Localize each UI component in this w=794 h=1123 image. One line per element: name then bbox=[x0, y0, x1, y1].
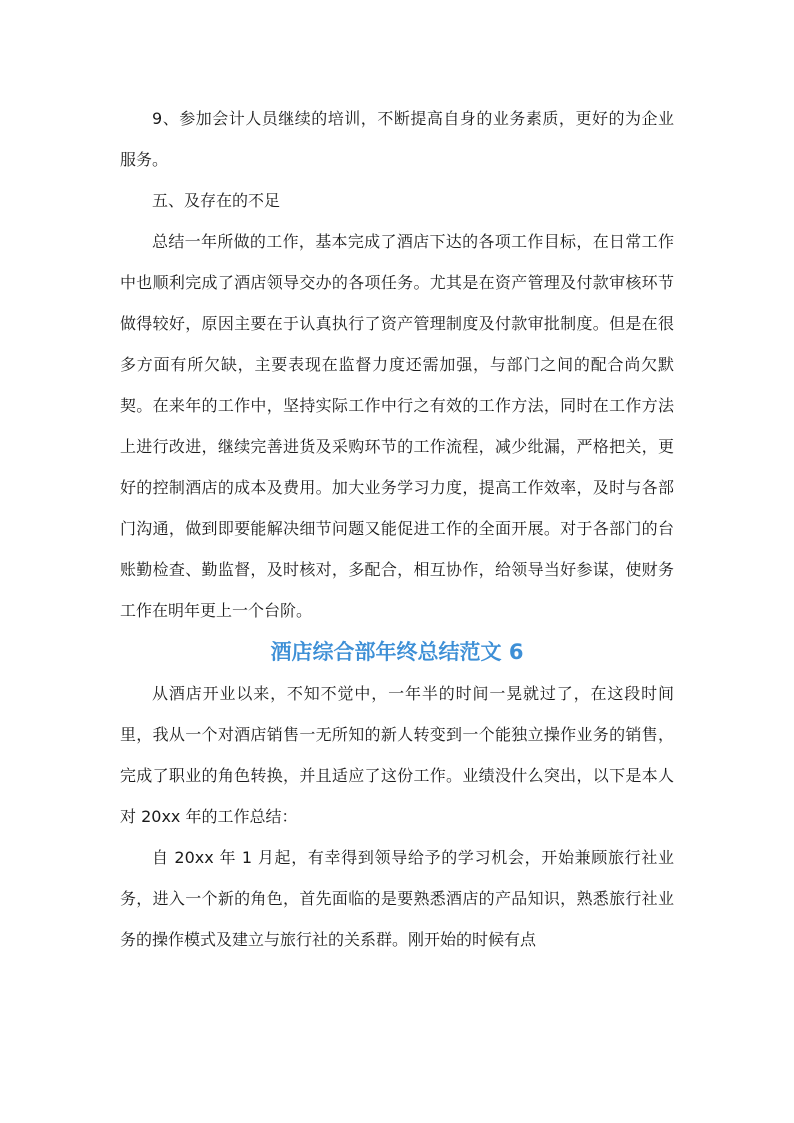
section-title: 酒店综合部年终总结范文 6 bbox=[270, 640, 524, 664]
paragraph-travel-agency: 自 20xx 年 1 月起，有幸得到领导给予的学习机会，开始兼顾旅行社业务，进入一个新的角色，首先面临的是要熟悉酒店的产品知识，熟悉旅行社业务的操作模式及建立与旅行社的关系群。刚开始的时候有点 bbox=[120, 848, 674, 949]
paragraph-intro: 从酒店开业以来，不知不觉中，一年半的时间一晃就过了，在这段时间里，我从一个对酒店销售一无所知的新人转变到一个能独立操作业务的销售，完成了职业的角色转换，并且适应了这份工作。业绩没什么突出，以下是本人对 20xx 年的工作总结： bbox=[120, 684, 674, 826]
paragraph-training: 9、参加会计人员继续的培训，不断提高自身的业务素质，更好的为企业服务。 bbox=[120, 109, 674, 169]
document-body bbox=[120, 98, 674, 960]
paragraph-section-heading-shortcomings: 五、及存在的不足 bbox=[152, 191, 281, 210]
paragraph-summary: 总结一年所做的工作，基本完成了酒店下达的各项工作目标，在日常工作中也顺利完成了酒店领导交办的各项任务。尤其是在资产管理及付款审核环节做得较好，原因主要在于认真执行了资产管理制度及付款审批制度。但是在很多方面有所欠缺，主要表现在监督力度还需加强，与部门之间的配合尚欠默契。在来年的工作中，坚持实际工作中行之有效的工作方法，同时在工作方法上进行改进，继续完善进货及采购环节的工作流程，减少纰漏，严格把关，更好的控制酒店的成本及费用。加大业务学习力度，提高工作效率，及时与各部门沟通，做到即要能解决细节问题又能促进工作的全面开展。对于各部门的台账勤检查、勤监督，及时核对，多配合，相互协作，给领导当好参谋，使财务工作在明年更上一个台阶。 bbox=[120, 232, 674, 620]
